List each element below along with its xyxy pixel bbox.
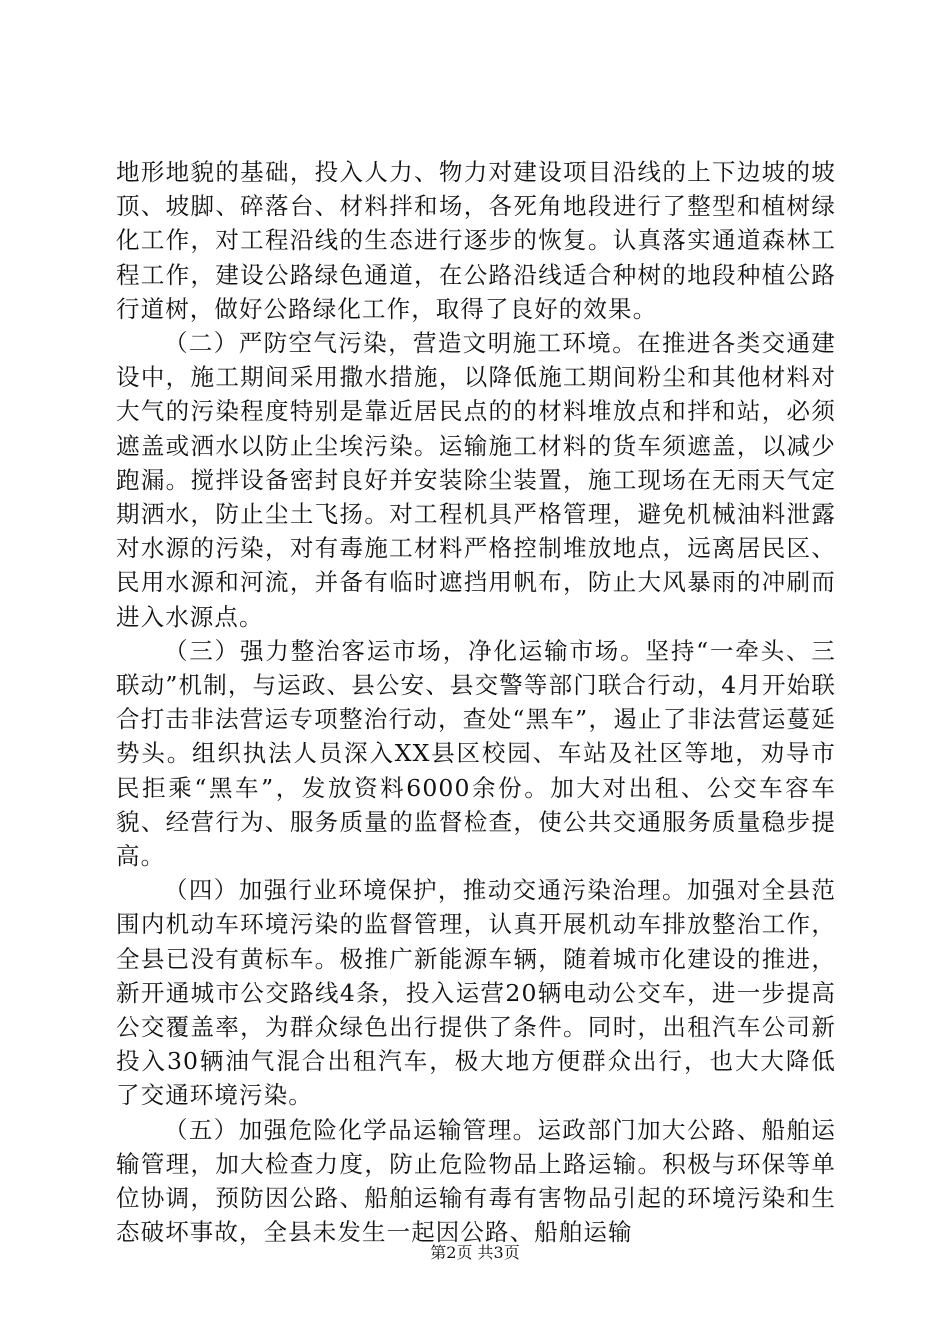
paragraph-passenger-market: （三）强力整治客运市场，净化运输市场。坚持“一牵头、三联动”机制，与运政、县公安、县交警等部门联合行动，4月开始联合打击非法营运专项整治行动，查处“黑车”，遏止了非法营运蔓延势头。组织执法人员深入XX县区校园、车站及社区等地，劝导市民拒乘“黑车”，发放资料6000余份。加大对出租、公交车容车貌、经营行为、服务质量的监督检查，使公共交通服务质量稳步提高。 xyxy=(116,636,836,871)
paragraph-environment-protection: （四）加强行业环境保护，推动交通污染治理。加强对全县范围内机动车环境污染的监督管理，认真开展机动车排放整治工作，全县已没有黄标车。极推广新能源车辆，随着城市化建设的推进，新开通城市公交路线4条，投入运营20辆电动公交车，进一步提高公交覆盖率，为群众绿色出行提供了条件。同时，出租汽车公司新投入30辆油气混合出租汽车，极大地方便群众出行，也大大降低了交通环境污染。 xyxy=(116,876,836,1110)
paragraph-hazardous-chemicals: （五）加强危险化学品运输管理。运政部门加大公路、船舶运输管理，加大检查力度，防止危险物品上路运输。积极与环保等单位协调，预防因公路、船舶运输有毒有害物品引起的环境污染和生态破坏事故，全县未发生一起因公路、船舶运输 xyxy=(116,1115,836,1247)
page-number-footer: 第2页 共3页 xyxy=(430,1243,520,1262)
paragraph-air-pollution: （二）严防空气污染，营造文明施工环境。在推进各类交通建设中，施工期间采用撒水措施，以降低施工期间粉尘和其他材料对大气的污染程度特别是靠近居民点的的材料堆放点和拌和站，必须遮盖或洒水以防止尘埃污染。运输施工材料的货车须遮盖，以减少跑漏。搅拌设备密封良好并安装除尘装置，施工现场在无雨天气定期洒水，防止尘土飞扬。对工程机具严格管理，避免机械油料泄露对水源的污染，对有毒施工材料严格控制堆放地点，远离居民区、民用水源和河流，并备有临时遮挡用帆布，防止大风暴雨的冲刷而进入水源点。 xyxy=(116,329,836,631)
document-body xyxy=(116,155,836,1250)
paragraph-continued-greening: 地形地貌的基础，投入人力、物力对建设项目沿线的上下边坡的坡顶、坡脚、碎落台、材料拌和场，各死角地段进行了整型和植树绿化工作，对工程沿线的生态进行逐步的恢复。认真落实通道森林工程工作，建设公路绿色通道，在公路沿线适合种树的地段种植公路行道树，做好公路绿化工作，取得了良好的效果。 xyxy=(116,158,836,323)
